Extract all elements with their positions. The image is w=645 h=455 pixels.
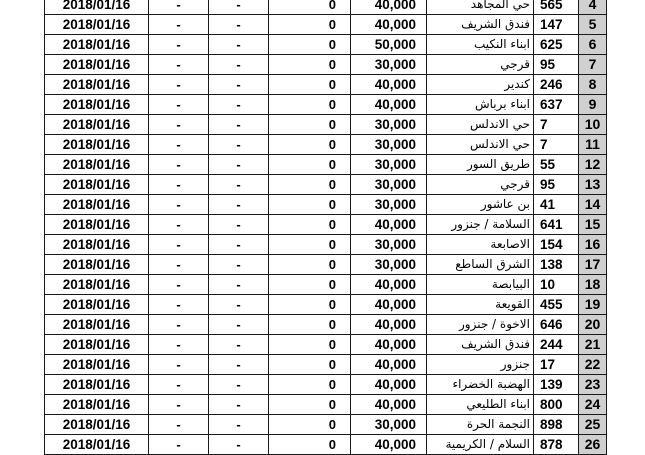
date-cell: 2018/01/16 [45, 275, 149, 295]
row-number-cell: 13 [579, 175, 607, 195]
dash-cell: - [149, 155, 209, 175]
amount-cell: 30,000 [351, 55, 427, 75]
dash-cell: - [209, 295, 269, 315]
table-row [45, 15, 607, 35]
dash-cell: - [149, 135, 209, 155]
table-row [45, 95, 607, 115]
table-row [45, 255, 607, 275]
code-cell: 7 [534, 135, 579, 155]
dash-cell: - [209, 275, 269, 295]
location-cell: القويعة [427, 295, 534, 315]
table-row [45, 195, 607, 215]
code-cell: 878 [534, 435, 579, 455]
zero-cell: 0 [269, 15, 351, 35]
row-number-cell: 5 [579, 15, 607, 35]
amount-cell: 40,000 [351, 95, 427, 115]
code-cell: 154 [534, 235, 579, 255]
zero-cell: 0 [269, 295, 351, 315]
date-cell: 2018/01/16 [45, 55, 149, 75]
dash-cell: - [149, 75, 209, 95]
dash-cell: - [149, 0, 209, 15]
date-cell: 2018/01/16 [45, 395, 149, 415]
amount-cell: 30,000 [351, 415, 427, 435]
row-number-cell: 7 [579, 55, 607, 75]
row-number-cell: 23 [579, 375, 607, 395]
zero-cell: 0 [269, 0, 351, 15]
dash-cell: - [149, 275, 209, 295]
location-cell: الشرق الساطع [427, 255, 534, 275]
zero-cell: 0 [269, 355, 351, 375]
dash-cell: - [209, 435, 269, 455]
row-number-cell: 12 [579, 155, 607, 175]
location-cell: الاخوة / جنزور [427, 315, 534, 335]
payments-table [44, 0, 607, 455]
location-cell: النجمة الحرة [427, 415, 534, 435]
row-number-cell: 24 [579, 395, 607, 415]
code-cell: 244 [534, 335, 579, 355]
dash-cell: - [209, 55, 269, 75]
row-number-cell: 4 [579, 0, 607, 15]
row-number-cell: 15 [579, 215, 607, 235]
dash-cell: - [149, 55, 209, 75]
amount-cell: 40,000 [351, 295, 427, 315]
location-cell: ابناء الطليعي [427, 395, 534, 415]
date-cell: 2018/01/16 [45, 415, 149, 435]
code-cell: 637 [534, 95, 579, 115]
zero-cell: 0 [269, 195, 351, 215]
location-cell: حي الاندلس [427, 115, 534, 135]
code-cell: 95 [534, 55, 579, 75]
dash-cell: - [209, 335, 269, 355]
table-row [45, 275, 607, 295]
dash-cell: - [209, 415, 269, 435]
table-row [45, 295, 607, 315]
amount-cell: 40,000 [351, 15, 427, 35]
dash-cell: - [149, 215, 209, 235]
date-cell: 2018/01/16 [45, 0, 149, 15]
table-row [45, 235, 607, 255]
row-number-cell: 21 [579, 335, 607, 355]
dash-cell: - [149, 355, 209, 375]
amount-cell: 30,000 [351, 235, 427, 255]
amount-cell: 40,000 [351, 435, 427, 455]
code-cell: 898 [534, 415, 579, 435]
code-cell: 41 [534, 195, 579, 215]
date-cell: 2018/01/16 [45, 75, 149, 95]
dash-cell: - [209, 255, 269, 275]
date-cell: 2018/01/16 [45, 35, 149, 55]
dash-cell: - [209, 95, 269, 115]
table-row [45, 415, 607, 435]
dash-cell: - [149, 235, 209, 255]
date-cell: 2018/01/16 [45, 215, 149, 235]
code-cell: 641 [534, 215, 579, 235]
code-cell: 455 [534, 295, 579, 315]
zero-cell: 0 [269, 255, 351, 275]
location-cell: ابناء برباش [427, 95, 534, 115]
row-number-cell: 9 [579, 95, 607, 115]
date-cell: 2018/01/16 [45, 355, 149, 375]
code-cell: 95 [534, 175, 579, 195]
code-cell: 139 [534, 375, 579, 395]
row-number-cell: 26 [579, 435, 607, 455]
amount-cell: 40,000 [351, 355, 427, 375]
dash-cell: - [149, 335, 209, 355]
dash-cell: - [209, 235, 269, 255]
dash-cell: - [149, 395, 209, 415]
location-cell: قرجي [427, 175, 534, 195]
table-row [45, 155, 607, 175]
location-cell: فندق الشريف [427, 335, 534, 355]
code-cell: 800 [534, 395, 579, 415]
zero-cell: 0 [269, 115, 351, 135]
dash-cell: - [209, 155, 269, 175]
amount-cell: 40,000 [351, 375, 427, 395]
zero-cell: 0 [269, 135, 351, 155]
amount-cell: 30,000 [351, 135, 427, 155]
dash-cell: - [149, 35, 209, 55]
amount-cell: 40,000 [351, 315, 427, 335]
code-cell: 246 [534, 75, 579, 95]
table-row [45, 35, 607, 55]
location-cell: طريق السور [427, 155, 534, 175]
table-row [45, 55, 607, 75]
amount-cell: 40,000 [351, 395, 427, 415]
date-cell: 2018/01/16 [45, 315, 149, 335]
dash-cell: - [209, 375, 269, 395]
code-cell: 10 [534, 275, 579, 295]
dash-cell: - [149, 255, 209, 275]
date-cell: 2018/01/16 [45, 95, 149, 115]
table-row [45, 175, 607, 195]
dash-cell: - [149, 315, 209, 335]
date-cell: 2018/01/16 [45, 255, 149, 275]
amount-cell: 40,000 [351, 275, 427, 295]
amount-cell: 30,000 [351, 115, 427, 135]
row-number-cell: 19 [579, 295, 607, 315]
amount-cell: 30,000 [351, 175, 427, 195]
date-cell: 2018/01/16 [45, 335, 149, 355]
amount-cell: 40,000 [351, 335, 427, 355]
dash-cell: - [209, 195, 269, 215]
dash-cell: - [209, 0, 269, 15]
table-row [45, 435, 607, 455]
date-cell: 2018/01/16 [45, 235, 149, 255]
dash-cell: - [149, 15, 209, 35]
zero-cell: 0 [269, 155, 351, 175]
row-number-cell: 22 [579, 355, 607, 375]
dash-cell: - [149, 375, 209, 395]
zero-cell: 0 [269, 75, 351, 95]
location-cell: كندير [427, 75, 534, 95]
dash-cell: - [149, 175, 209, 195]
location-cell: بن عاشور [427, 195, 534, 215]
table-body [45, 0, 607, 455]
location-cell: الاصابعة [427, 235, 534, 255]
zero-cell: 0 [269, 375, 351, 395]
code-cell: 565 [534, 0, 579, 15]
location-cell: السلام / الكريمية [427, 435, 534, 455]
row-number-cell: 20 [579, 315, 607, 335]
date-cell: 2018/01/16 [45, 295, 149, 315]
table-row [45, 0, 607, 15]
location-cell: السلامة / جنزور [427, 215, 534, 235]
dash-cell: - [149, 115, 209, 135]
zero-cell: 0 [269, 175, 351, 195]
dash-cell: - [149, 95, 209, 115]
zero-cell: 0 [269, 415, 351, 435]
dash-cell: - [149, 435, 209, 455]
table-row [45, 315, 607, 335]
date-cell: 2018/01/16 [45, 115, 149, 135]
zero-cell: 0 [269, 435, 351, 455]
location-cell: ابناء النكيب [427, 35, 534, 55]
code-cell: 147 [534, 15, 579, 35]
dash-cell: - [209, 355, 269, 375]
dash-cell: - [209, 315, 269, 335]
location-cell: جنزور [427, 355, 534, 375]
dash-cell: - [149, 295, 209, 315]
amount-cell: 50,000 [351, 35, 427, 55]
dash-cell: - [149, 415, 209, 435]
zero-cell: 0 [269, 215, 351, 235]
amount-cell: 40,000 [351, 75, 427, 95]
code-cell: 625 [534, 35, 579, 55]
table-row [45, 375, 607, 395]
table-row [45, 395, 607, 415]
dash-cell: - [209, 115, 269, 135]
dash-cell: - [209, 175, 269, 195]
row-number-cell: 18 [579, 275, 607, 295]
code-cell: 646 [534, 315, 579, 335]
location-cell: الهضبة الخضراء [427, 375, 534, 395]
row-number-cell: 14 [579, 195, 607, 215]
code-cell: 7 [534, 115, 579, 135]
code-cell: 138 [534, 255, 579, 275]
code-cell: 17 [534, 355, 579, 375]
date-cell: 2018/01/16 [45, 375, 149, 395]
dash-cell: - [149, 195, 209, 215]
amount-cell: 30,000 [351, 195, 427, 215]
zero-cell: 0 [269, 275, 351, 295]
zero-cell: 0 [269, 35, 351, 55]
location-cell: البيابصة [427, 275, 534, 295]
date-cell: 2018/01/16 [45, 175, 149, 195]
zero-cell: 0 [269, 335, 351, 355]
row-number-cell: 8 [579, 75, 607, 95]
table-row [45, 215, 607, 235]
location-cell: حي المجاهد [427, 0, 534, 15]
date-cell: 2018/01/16 [45, 195, 149, 215]
location-cell: فندق الشريف [427, 15, 534, 35]
row-number-cell: 11 [579, 135, 607, 155]
date-cell: 2018/01/16 [45, 435, 149, 455]
dash-cell: - [209, 135, 269, 155]
table-row [45, 75, 607, 95]
amount-cell: 30,000 [351, 255, 427, 275]
location-cell: حي الاندلس [427, 135, 534, 155]
table-row [45, 355, 607, 375]
code-cell: 55 [534, 155, 579, 175]
dash-cell: - [209, 75, 269, 95]
dash-cell: - [209, 35, 269, 55]
row-number-cell: 6 [579, 35, 607, 55]
row-number-cell: 10 [579, 115, 607, 135]
location-cell: قرجي [427, 55, 534, 75]
date-cell: 2018/01/16 [45, 135, 149, 155]
row-number-cell: 16 [579, 235, 607, 255]
dash-cell: - [209, 395, 269, 415]
amount-cell: 30,000 [351, 155, 427, 175]
row-number-cell: 25 [579, 415, 607, 435]
date-cell: 2018/01/16 [45, 15, 149, 35]
row-number-cell: 17 [579, 255, 607, 275]
zero-cell: 0 [269, 95, 351, 115]
dash-cell: - [209, 15, 269, 35]
zero-cell: 0 [269, 315, 351, 335]
table-row [45, 115, 607, 135]
amount-cell: 40,000 [351, 0, 427, 15]
amount-cell: 40,000 [351, 215, 427, 235]
date-cell: 2018/01/16 [45, 155, 149, 175]
zero-cell: 0 [269, 235, 351, 255]
table-row [45, 335, 607, 355]
zero-cell: 0 [269, 395, 351, 415]
dash-cell: - [209, 215, 269, 235]
zero-cell: 0 [269, 55, 351, 75]
table-row [45, 135, 607, 155]
